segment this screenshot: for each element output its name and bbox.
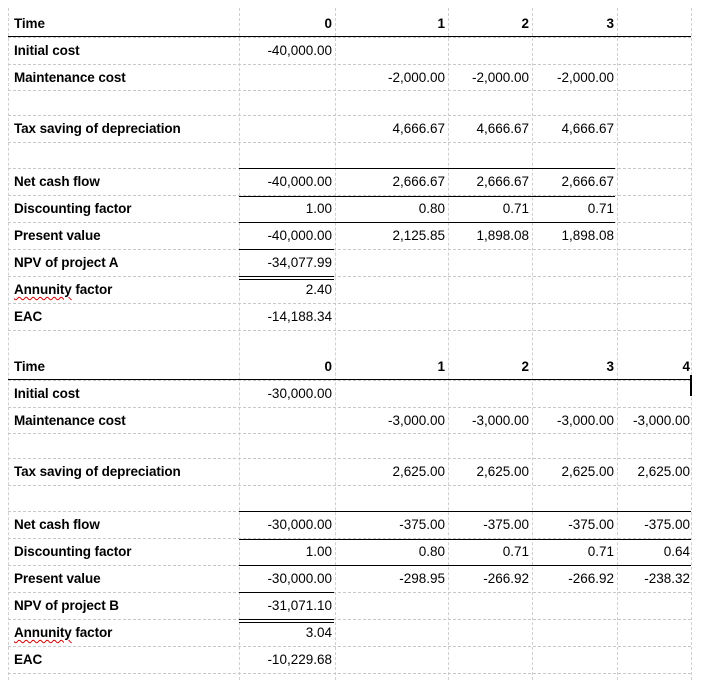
value-cell[interactable]: -40,000.00 [267,228,332,243]
value-cell[interactable] [449,620,529,645]
value-cell[interactable]: -40,000.00 [267,174,332,189]
table-row-time [0,11,705,36]
value-cell[interactable] [618,620,690,645]
value-cell[interactable]: 1.00 [305,544,332,559]
value-cell[interactable]: -2,000.00 [556,70,614,85]
value-cell[interactable]: 0.64 [663,544,690,559]
discounting-factor-top-border [239,196,615,197]
misspelled-word: Annunity [14,282,72,297]
value-cell[interactable] [618,65,690,90]
row-label[interactable]: Tax saving of depreciation [14,121,181,136]
row-label[interactable]: Present value [14,228,101,243]
header-cell-time-4[interactable] [618,11,690,36]
value-cell[interactable] [336,647,445,672]
value-cell[interactable] [240,408,332,433]
table-row-maintenance-cost [0,65,705,90]
value-cell[interactable]: 2,625.00 [561,464,614,479]
net-cash-flow-top-border [239,511,691,512]
table-row-discounting-factor [0,539,705,564]
header-cell-time-4[interactable]: 4 [682,359,690,374]
value-cell[interactable] [336,381,445,406]
cell-label-rest: factor [71,282,113,297]
value-cell[interactable]: -375.00 [644,517,690,532]
row-label[interactable]: Initial cost [14,386,80,401]
value-cell[interactable]: -30,000.00 [267,517,332,532]
value-cell[interactable] [533,277,614,302]
value-cell[interactable] [449,647,529,672]
table-row-initial-cost [0,381,705,406]
gridline-horizontal [8,673,691,674]
value-cell[interactable] [336,277,445,302]
value-cell[interactable] [618,116,690,141]
cell-label-rest: factor [71,625,113,640]
header-cell-time-2[interactable]: 2 [521,359,529,374]
row-label[interactable]: Maintenance cost [14,70,126,85]
value-cell[interactable] [618,381,690,406]
value-cell[interactable]: -3,000.00 [556,413,614,428]
value-cell[interactable] [449,434,529,459]
npv-top-border [239,592,334,593]
value-cell[interactable] [336,38,445,63]
table-row-discounting-factor [0,196,705,221]
value-cell[interactable]: -375.00 [399,517,445,532]
value-cell[interactable]: 0.80 [418,201,445,216]
value-cell[interactable]: -238.32 [644,571,690,586]
value-cell[interactable]: 2,125.85 [392,228,445,243]
value-cell[interactable] [336,143,445,168]
value-cell[interactable]: 0.71 [587,544,614,559]
value-cell[interactable]: -30,000.00 [267,386,332,401]
value-cell[interactable] [240,434,332,459]
value-cell[interactable] [533,593,614,618]
value-cell[interactable]: 2,625.00 [476,464,529,479]
value-cell[interactable]: -375.00 [483,517,529,532]
table-row-net-cash-flow [0,512,705,537]
value-cell[interactable] [449,250,529,275]
table-row-blank [0,434,705,459]
value-cell[interactable]: -30,000.00 [267,571,332,586]
table-row-net-cash-flow [0,169,705,194]
value-cell[interactable]: 3.04 [305,625,332,640]
value-cell[interactable] [618,250,690,275]
value-cell[interactable] [618,304,690,329]
value-cell[interactable]: 2,666.67 [561,174,614,189]
value-cell[interactable] [336,250,445,275]
value-cell[interactable] [533,38,614,63]
value-cell[interactable] [618,593,690,618]
value-cell[interactable]: 0.80 [418,544,445,559]
value-cell[interactable]: -31,071.10 [267,598,332,613]
value-cell[interactable]: -266.92 [483,571,529,586]
header-cell-time-3[interactable]: 3 [606,16,614,31]
value-cell[interactable]: -2,000.00 [387,70,445,85]
value-cell[interactable] [618,486,690,511]
row-label[interactable]: Net cash flow [14,174,100,189]
header-bottom-border [8,36,691,37]
table-row-present-value [0,223,705,248]
value-cell[interactable]: 1,898.08 [561,228,614,243]
net-cash-flow-top-border [239,168,615,169]
header-cell-time-1[interactable]: 1 [437,359,445,374]
misspelled-word: Annunity [14,625,72,640]
header-cell-time-3[interactable]: 3 [606,359,614,374]
text-cursor [690,375,692,396]
table-row-eac [0,304,705,329]
header-cell-time-0[interactable]: 0 [324,16,332,31]
table-row-annunity-factor [0,620,705,645]
value-cell[interactable] [240,65,332,90]
row-label[interactable]: NPV of project A [14,255,119,270]
value-cell[interactable]: -298.95 [399,571,445,586]
value-cell[interactable]: 4,666.67 [476,121,529,136]
value-cell[interactable] [449,38,529,63]
value-cell[interactable]: 0.71 [502,201,529,216]
present-value-top-border [239,222,615,223]
value-cell[interactable]: 2.40 [305,282,332,297]
value-cell[interactable] [449,593,529,618]
row-label[interactable]: Maintenance cost [14,413,126,428]
table-row-maintenance-cost [0,408,705,433]
value-cell[interactable]: 2,625.00 [637,464,690,479]
value-cell[interactable]: 2,625.00 [392,464,445,479]
value-cell[interactable] [336,434,445,459]
npv-top-border [239,249,334,250]
value-cell[interactable]: 0.71 [502,544,529,559]
value-cell[interactable] [618,169,690,194]
table-row-annunity-factor [0,277,705,302]
value-cell[interactable] [449,381,529,406]
row-label[interactable]: Tax saving of depreciation [14,464,181,479]
value-cell[interactable] [533,304,614,329]
row-label[interactable]: Present value [14,571,101,586]
row-label[interactable]: Discounting factor [14,544,132,559]
value-cell[interactable] [533,250,614,275]
value-cell[interactable] [618,223,690,248]
value-cell[interactable]: -34,077.99 [267,255,332,270]
value-cell[interactable] [336,304,445,329]
row-label[interactable]: EAC [14,652,43,667]
value-cell[interactable] [618,143,690,168]
gridline-horizontal [8,330,691,331]
value-cell[interactable] [618,277,690,302]
value-cell[interactable] [449,304,529,329]
table-row-blank [0,91,705,116]
value-cell[interactable] [336,486,445,511]
value-cell[interactable] [533,434,614,459]
discounting-factor-top-border [239,539,691,540]
row-label[interactable]: Time [14,16,45,31]
value-cell[interactable] [240,116,332,141]
table-row-tax-saving-of-depreciation [0,116,705,141]
npv-double-bottom-border [239,619,334,623]
table-row-npv-of-project-b [0,593,705,618]
value-cell[interactable] [618,91,690,116]
value-cell[interactable] [533,381,614,406]
table-row-present-value [0,566,705,591]
header-cell-time-1[interactable]: 1 [437,16,445,31]
value-cell[interactable] [240,459,332,484]
value-cell[interactable]: -2,000.00 [471,70,529,85]
value-cell[interactable] [618,647,690,672]
row-label[interactable]: Time [14,359,45,374]
row-label[interactable] [14,620,112,645]
value-cell[interactable]: 4,666.67 [392,121,445,136]
value-cell[interactable] [336,593,445,618]
value-cell[interactable] [533,620,614,645]
row-label[interactable]: NPV of project B [14,598,119,613]
value-cell[interactable] [533,143,614,168]
value-cell[interactable] [449,143,529,168]
header-bottom-border [8,379,691,380]
row-label[interactable]: Initial cost [14,43,80,58]
value-cell[interactable] [449,486,529,511]
value-cell[interactable] [336,91,445,116]
value-cell[interactable] [533,91,614,116]
value-cell[interactable] [449,91,529,116]
table-row-time [0,354,705,379]
header-cell-time-2[interactable]: 2 [521,16,529,31]
value-cell[interactable] [449,277,529,302]
table-row-initial-cost [0,38,705,63]
npv-double-bottom-border [239,276,334,280]
value-cell[interactable]: -266.92 [568,571,614,586]
value-cell[interactable]: -10,229.68 [267,652,332,667]
value-cell[interactable]: 4,666.67 [561,121,614,136]
value-cell[interactable]: -3,000.00 [471,413,529,428]
row-label[interactable]: Net cash flow [14,517,100,532]
row-label[interactable]: EAC [14,309,43,324]
value-cell[interactable]: 2,666.67 [392,174,445,189]
value-cell[interactable] [618,434,690,459]
value-cell[interactable]: -3,000.00 [387,413,445,428]
table-row-blank [0,143,705,168]
value-cell[interactable]: 0.71 [587,201,614,216]
value-cell[interactable] [240,143,332,168]
value-cell[interactable]: 1.00 [305,201,332,216]
value-cell[interactable] [533,486,614,511]
present-value-top-border [239,565,691,566]
value-cell[interactable]: 2,666.67 [476,174,529,189]
value-cell[interactable] [533,647,614,672]
value-cell[interactable] [336,620,445,645]
header-cell-time-0[interactable]: 0 [324,359,332,374]
value-cell[interactable] [240,486,332,511]
row-label[interactable]: Discounting factor [14,201,132,216]
value-cell[interactable] [618,196,690,221]
value-cell[interactable] [618,38,690,63]
value-cell[interactable]: -375.00 [568,517,614,532]
value-cell[interactable]: -3,000.00 [632,413,690,428]
value-cell[interactable]: 1,898.08 [476,228,529,243]
table-row-blank [0,486,705,511]
table-row-tax-saving-of-depreciation [0,459,705,484]
table-row-eac [0,647,705,672]
value-cell[interactable] [240,91,332,116]
row-label[interactable] [14,277,112,302]
table-row-npv-of-project-a [0,250,705,275]
value-cell[interactable]: -14,188.34 [267,309,332,324]
value-cell[interactable]: -40,000.00 [267,43,332,58]
